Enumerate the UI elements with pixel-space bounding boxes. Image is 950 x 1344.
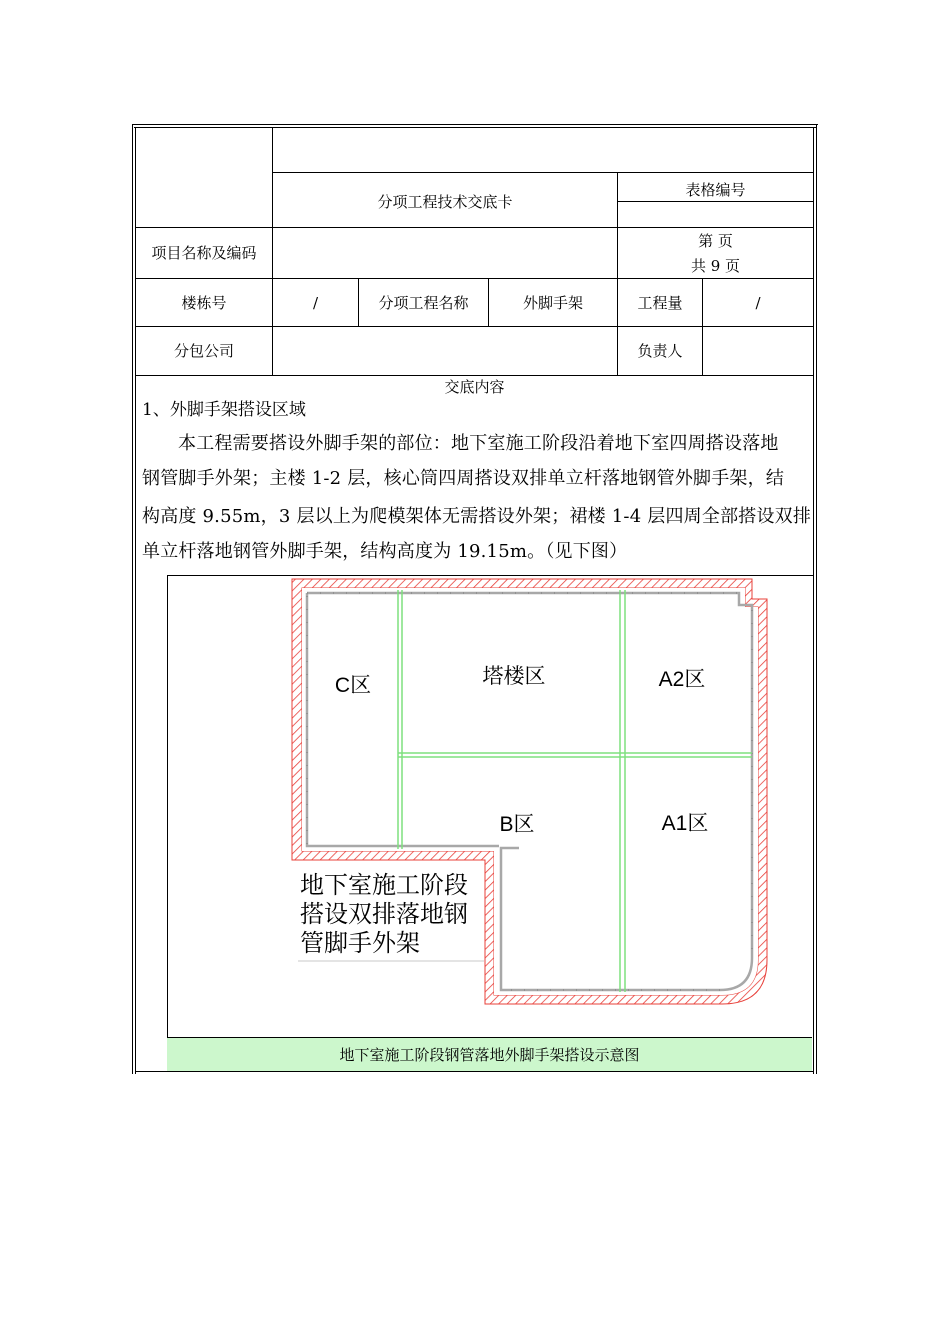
building-value[interactable]: / <box>312 294 319 312</box>
card-title: 分项工程技术交底卡 <box>377 193 513 211</box>
subproject-value[interactable]: 外脚手架 <box>522 294 583 312</box>
section-title: 1、外脚手架搭设区域 <box>142 400 306 420</box>
paragraph-line: 本工程需要搭设外脚手架的部位：地下室施工阶段沿着地下室四周搭设落地 <box>178 433 779 454</box>
subproject-label: 分项工程名称 <box>378 294 469 312</box>
project-label: 项目名称及编码 <box>151 244 257 262</box>
zone-label-a1: A1区 <box>661 812 709 835</box>
total-pages-label: 共 9 页 <box>690 257 741 275</box>
zone-label-b: B区 <box>499 813 535 836</box>
page-label: 第 页 <box>698 232 733 250</box>
zone-label-a2: A2区 <box>658 668 706 691</box>
paragraph-line: 单立杆落地钢管外脚手架，结构高度为 19.15m。（见下图） <box>142 541 628 562</box>
table-bottom-border <box>135 1071 814 1072</box>
note-line: 搭设双排落地钢 <box>300 901 468 928</box>
zone-label-c: C区 <box>334 674 372 697</box>
person-label: 负责人 <box>637 342 683 360</box>
site-plan-diagram <box>167 575 813 1037</box>
diagram-caption: 地下室施工阶段钢管落地外脚手架搭设示意图 <box>167 1037 812 1072</box>
note-line: 地下室施工阶段 <box>300 872 468 899</box>
content-heading: 交底内容 <box>444 378 505 396</box>
note-line: 管脚手外架 <box>300 930 420 957</box>
quantity-value[interactable]: / <box>755 294 761 312</box>
subcontractor-label: 分包公司 <box>173 342 234 360</box>
zone-label-tower: 塔楼区 <box>482 665 546 688</box>
paragraph-line: 构高度 9.55m，3 层以上为爬模架体无需搭设外架；裙楼 1-4 层四周全部搭设双排 <box>142 506 812 527</box>
quantity-label: 工程量 <box>637 294 683 312</box>
form-number-label: 表格编号 <box>685 181 746 199</box>
paragraph-line: 钢管脚手外架；主楼 1-2 层，核心筒四周搭设双排单立杆落地钢管外脚手架，结 <box>142 468 785 489</box>
building-label: 楼栋号 <box>181 294 227 312</box>
